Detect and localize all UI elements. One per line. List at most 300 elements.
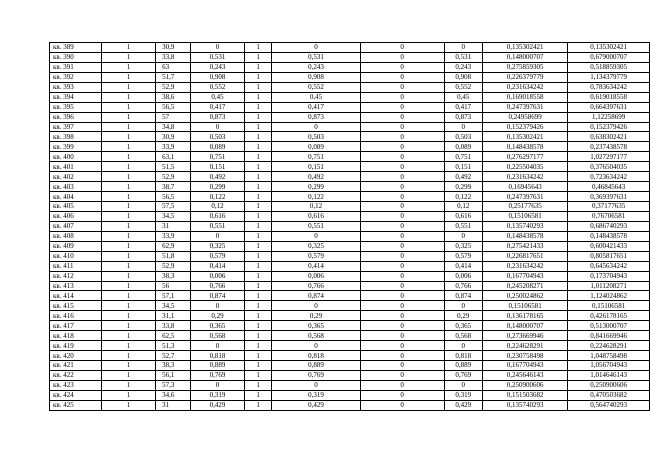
factor-cell: 1 — [245, 331, 272, 341]
value-cell: 0,568 — [190, 331, 244, 341]
factor-cell: 1 — [245, 221, 272, 231]
share-cell: 0,245646143 — [482, 370, 567, 380]
zero-cell: 0 — [360, 132, 444, 142]
sum-cell: 0,664397631 — [568, 102, 650, 112]
zero-cell: 0 — [360, 251, 444, 261]
area-cell: 33,9 — [156, 231, 191, 241]
share-cell: 0,15106581 — [482, 301, 567, 311]
share-cell: 0,169018558 — [482, 92, 567, 102]
product-cell: 0,531 — [272, 52, 360, 62]
apartment-cell: кв. 424 — [50, 390, 102, 400]
share-cell: 0,148438578 — [482, 142, 567, 152]
sum-cell: 0,783634242 — [568, 82, 650, 92]
value-cell: 0,319 — [190, 390, 244, 400]
zero-cell: 0 — [360, 370, 444, 380]
share-cell: 0,167704943 — [482, 361, 567, 371]
factor-cell: 1 — [245, 370, 272, 380]
sum-cell: 0,426178165 — [568, 311, 650, 321]
factor-cell: 1 — [245, 182, 272, 192]
product-cell: 0,616 — [272, 211, 360, 221]
apartment-cell: кв. 420 — [50, 351, 102, 361]
area-cell: 57 — [156, 112, 191, 122]
count-cell: 1 — [101, 211, 155, 221]
product-cell: 0,769 — [272, 370, 360, 380]
apartment-cell: кв. 411 — [50, 261, 102, 271]
factor-cell: 1 — [245, 162, 272, 172]
area-cell: 31 — [156, 400, 191, 410]
factor-cell: 1 — [245, 112, 272, 122]
sum-cell: 0,46845643 — [568, 182, 650, 192]
value-cell: 0,616 — [190, 211, 244, 221]
zero-cell: 0 — [360, 351, 444, 361]
apartment-cell: кв. 389 — [50, 43, 102, 53]
apartment-cell: кв. 397 — [50, 122, 102, 132]
area-cell: 33,8 — [156, 52, 191, 62]
total-cell: 0,319 — [444, 390, 482, 400]
sum-cell: 0,237438578 — [568, 142, 650, 152]
apartment-cell: кв. 390 — [50, 52, 102, 62]
area-cell: 51,5 — [156, 162, 191, 172]
count-cell: 1 — [101, 82, 155, 92]
sum-cell: 0,152379426 — [568, 122, 650, 132]
apartment-cell: кв. 406 — [50, 211, 102, 221]
zero-cell: 0 — [360, 152, 444, 162]
share-cell: 0,226817651 — [482, 251, 567, 261]
product-cell: 0,45 — [272, 92, 360, 102]
table-row — [50, 361, 650, 371]
zero-cell: 0 — [360, 102, 444, 112]
table-row — [50, 82, 650, 92]
product-cell: 0,503 — [272, 132, 360, 142]
count-cell: 1 — [101, 251, 155, 261]
value-cell: 0,531 — [190, 52, 244, 62]
sum-cell: 0,37177635 — [568, 202, 650, 212]
share-cell: 0,148438578 — [482, 231, 567, 241]
zero-cell: 0 — [360, 52, 444, 62]
total-cell: 0 — [444, 380, 482, 390]
share-cell: 0,250024862 — [482, 291, 567, 301]
value-cell: 0,429 — [190, 400, 244, 410]
factor-cell: 1 — [245, 231, 272, 241]
table-row — [50, 271, 650, 281]
table-row — [50, 221, 650, 231]
factor-cell: 1 — [245, 261, 272, 271]
count-cell: 1 — [101, 202, 155, 212]
area-cell: 63 — [156, 62, 191, 72]
share-cell: 0,250900606 — [482, 380, 567, 390]
value-cell: 0,325 — [190, 241, 244, 251]
share-cell: 0,225504035 — [482, 162, 567, 172]
apartment-cell: кв. 403 — [50, 182, 102, 192]
total-cell: 0,551 — [444, 221, 482, 231]
area-cell: 33,8 — [156, 321, 191, 331]
factor-cell: 1 — [245, 301, 272, 311]
area-cell: 52,9 — [156, 172, 191, 182]
product-cell: 0,299 — [272, 182, 360, 192]
value-cell: 0,151 — [190, 162, 244, 172]
product-cell: 0,818 — [272, 351, 360, 361]
total-cell: 0,429 — [444, 400, 482, 410]
factor-cell: 1 — [245, 390, 272, 400]
value-cell: 0,818 — [190, 351, 244, 361]
zero-cell: 0 — [360, 331, 444, 341]
zero-cell: 0 — [360, 311, 444, 321]
apartment-cell: кв. 416 — [50, 311, 102, 321]
apartment-cell: кв. 418 — [50, 331, 102, 341]
sum-cell: 1,124024862 — [568, 291, 650, 301]
share-cell: 0,276297177 — [482, 152, 567, 162]
zero-cell: 0 — [360, 281, 444, 291]
factor-cell: 1 — [245, 132, 272, 142]
count-cell: 1 — [101, 331, 155, 341]
product-cell: 0,766 — [272, 281, 360, 291]
count-cell: 1 — [101, 321, 155, 331]
sum-cell: 0,513000707 — [568, 321, 650, 331]
table-row — [50, 102, 650, 112]
zero-cell: 0 — [360, 321, 444, 331]
share-cell: 0,275859305 — [482, 62, 567, 72]
apartment-cell: кв. 414 — [50, 291, 102, 301]
area-cell: 63,1 — [156, 152, 191, 162]
area-cell: 38,3 — [156, 271, 191, 281]
area-cell: 52,9 — [156, 261, 191, 271]
table-row — [50, 321, 650, 331]
total-cell: 0,818 — [444, 351, 482, 361]
value-cell: 0,365 — [190, 321, 244, 331]
factor-cell: 1 — [245, 291, 272, 301]
count-cell: 1 — [101, 261, 155, 271]
table-row — [50, 400, 650, 410]
sum-cell: 1,027297177 — [568, 152, 650, 162]
apartment-cell: кв. 421 — [50, 361, 102, 371]
count-cell: 1 — [101, 390, 155, 400]
area-cell: 56,1 — [156, 370, 191, 380]
value-cell: 0 — [190, 380, 244, 390]
total-cell: 0 — [444, 231, 482, 241]
total-cell: 0,873 — [444, 112, 482, 122]
sum-cell: 0,369397631 — [568, 192, 650, 202]
zero-cell: 0 — [360, 400, 444, 410]
table-row — [50, 390, 650, 400]
total-cell: 0,908 — [444, 72, 482, 82]
apartment-cell: кв. 422 — [50, 370, 102, 380]
count-cell: 1 — [101, 102, 155, 112]
area-cell: 38,3 — [156, 361, 191, 371]
factor-cell: 1 — [245, 82, 272, 92]
value-cell: 0,908 — [190, 72, 244, 82]
product-cell: 0,151 — [272, 162, 360, 172]
value-cell: 0 — [190, 43, 244, 53]
count-cell: 1 — [101, 291, 155, 301]
table-row — [50, 311, 650, 321]
count-cell: 1 — [101, 152, 155, 162]
product-cell: 0 — [272, 43, 360, 53]
sum-cell: 0,645634242 — [568, 261, 650, 271]
sum-cell: 0,15106581 — [568, 301, 650, 311]
total-cell: 0,243 — [444, 62, 482, 72]
factor-cell: 1 — [245, 321, 272, 331]
factor-cell: 1 — [245, 122, 272, 132]
count-cell: 1 — [101, 122, 155, 132]
factor-cell: 1 — [245, 341, 272, 351]
value-cell: 0 — [190, 122, 244, 132]
sum-cell: 0,686740293 — [568, 221, 650, 231]
total-cell: 0,414 — [444, 261, 482, 271]
value-cell: 0,45 — [190, 92, 244, 102]
total-cell: 0,325 — [444, 241, 482, 251]
apartment-cell: кв. 408 — [50, 231, 102, 241]
share-cell: 0,247397631 — [482, 102, 567, 112]
sum-cell: 0,638302421 — [568, 132, 650, 142]
sum-cell: 0,224628291 — [568, 341, 650, 351]
zero-cell: 0 — [360, 271, 444, 281]
share-cell: 0,273669946 — [482, 331, 567, 341]
area-cell: 33,9 — [156, 142, 191, 152]
table-row — [50, 62, 650, 72]
count-cell: 1 — [101, 351, 155, 361]
total-cell: 0,006 — [444, 271, 482, 281]
value-cell: 0,089 — [190, 142, 244, 152]
table-row — [50, 231, 650, 241]
factor-cell: 1 — [245, 202, 272, 212]
product-cell: 0,429 — [272, 400, 360, 410]
count-cell: 1 — [101, 142, 155, 152]
value-cell: 0 — [190, 301, 244, 311]
count-cell: 1 — [101, 380, 155, 390]
share-cell: 0,224628291 — [482, 341, 567, 351]
zero-cell: 0 — [360, 341, 444, 351]
zero-cell: 0 — [360, 202, 444, 212]
area-cell: 56,5 — [156, 192, 191, 202]
product-cell: 0,889 — [272, 361, 360, 371]
apartment-cell: кв. 419 — [50, 341, 102, 351]
apartment-cell: кв. 423 — [50, 380, 102, 390]
total-cell: 0,503 — [444, 132, 482, 142]
apartment-cell: кв. 413 — [50, 281, 102, 291]
count-cell: 1 — [101, 192, 155, 202]
value-cell: 0,414 — [190, 261, 244, 271]
sum-cell: 0,619018558 — [568, 92, 650, 102]
factor-cell: 1 — [245, 241, 272, 251]
sum-cell: 0,148438578 — [568, 231, 650, 241]
value-cell: 0,769 — [190, 370, 244, 380]
area-cell: 34,5 — [156, 301, 191, 311]
area-cell: 51,3 — [156, 341, 191, 351]
value-cell: 0,492 — [190, 172, 244, 182]
apartment-cell: кв. 395 — [50, 102, 102, 112]
table-row — [50, 92, 650, 102]
share-cell: 0,247397631 — [482, 192, 567, 202]
product-cell: 0,319 — [272, 390, 360, 400]
count-cell: 1 — [101, 281, 155, 291]
apartment-cell: кв. 410 — [50, 251, 102, 261]
sum-cell: 0,841669946 — [568, 331, 650, 341]
factor-cell: 1 — [245, 172, 272, 182]
product-cell: 0,12 — [272, 202, 360, 212]
sum-cell: 1,048758498 — [568, 351, 650, 361]
share-cell: 0,231634242 — [482, 82, 567, 92]
share-cell: 0,230758498 — [482, 351, 567, 361]
zero-cell: 0 — [360, 261, 444, 271]
total-cell: 0,552 — [444, 82, 482, 92]
sum-cell: 0,173704943 — [568, 271, 650, 281]
product-cell: 0,365 — [272, 321, 360, 331]
factor-cell: 1 — [245, 271, 272, 281]
apartment-cell: кв. 409 — [50, 241, 102, 251]
count-cell: 1 — [101, 162, 155, 172]
share-cell: 0,16945643 — [482, 182, 567, 192]
value-cell: 0,006 — [190, 271, 244, 281]
sum-cell: 0,135302421 — [568, 43, 650, 53]
area-cell: 31 — [156, 221, 191, 231]
sum-cell: 0,376504035 — [568, 162, 650, 172]
table-row — [50, 211, 650, 221]
product-cell: 0,492 — [272, 172, 360, 182]
value-cell: 0,551 — [190, 221, 244, 231]
factor-cell: 1 — [245, 192, 272, 202]
sum-cell: 0,564740293 — [568, 400, 650, 410]
zero-cell: 0 — [360, 122, 444, 132]
area-cell: 62,9 — [156, 241, 191, 251]
factor-cell: 1 — [245, 72, 272, 82]
factor-cell: 1 — [245, 142, 272, 152]
sum-cell: 0,470503682 — [568, 390, 650, 400]
zero-cell: 0 — [360, 182, 444, 192]
product-cell: 0,908 — [272, 72, 360, 82]
count-cell: 1 — [101, 400, 155, 410]
total-cell: 0 — [444, 341, 482, 351]
zero-cell: 0 — [360, 380, 444, 390]
value-cell: 0,766 — [190, 281, 244, 291]
share-cell: 0,136178165 — [482, 311, 567, 321]
value-cell: 0 — [190, 231, 244, 241]
total-cell: 0,769 — [444, 370, 482, 380]
count-cell: 1 — [101, 112, 155, 122]
share-cell: 0,148000707 — [482, 321, 567, 331]
value-cell: 0,12 — [190, 202, 244, 212]
apartment-cell: кв. 393 — [50, 82, 102, 92]
product-cell: 0 — [272, 341, 360, 351]
factor-cell: 1 — [245, 92, 272, 102]
table-row — [50, 122, 650, 132]
count-cell: 1 — [101, 43, 155, 53]
total-cell: 0,568 — [444, 331, 482, 341]
table-row — [50, 192, 650, 202]
share-cell: 0,245208271 — [482, 281, 567, 291]
value-cell: 0,417 — [190, 102, 244, 112]
area-cell: 51,7 — [156, 72, 191, 82]
factor-cell: 1 — [245, 380, 272, 390]
count-cell: 1 — [101, 182, 155, 192]
product-cell: 0 — [272, 231, 360, 241]
apartment-cell: кв. 415 — [50, 301, 102, 311]
value-cell: 0,874 — [190, 291, 244, 301]
table-row — [50, 331, 650, 341]
product-cell: 0 — [272, 122, 360, 132]
count-cell: 1 — [101, 341, 155, 351]
table-row — [50, 241, 650, 251]
value-cell: 0,122 — [190, 192, 244, 202]
share-cell: 0,151503682 — [482, 390, 567, 400]
value-cell: 0,579 — [190, 251, 244, 261]
product-cell: 0,552 — [272, 82, 360, 92]
zero-cell: 0 — [360, 221, 444, 231]
sum-cell: 0,723634242 — [568, 172, 650, 182]
table-row — [50, 172, 650, 182]
value-cell: 0,243 — [190, 62, 244, 72]
sum-cell: 0,250900606 — [568, 380, 650, 390]
total-cell: 0,492 — [444, 172, 482, 182]
table-body — [50, 43, 650, 411]
table-row — [50, 370, 650, 380]
table-row — [50, 380, 650, 390]
table-row — [50, 142, 650, 152]
count-cell: 1 — [101, 52, 155, 62]
table-row — [50, 43, 650, 53]
total-cell: 0,151 — [444, 162, 482, 172]
product-cell: 0,325 — [272, 241, 360, 251]
table-row — [50, 72, 650, 82]
zero-cell: 0 — [360, 92, 444, 102]
sum-cell: 1,011208271 — [568, 281, 650, 291]
share-cell: 0,135740293 — [482, 400, 567, 410]
table-row — [50, 291, 650, 301]
zero-cell: 0 — [360, 301, 444, 311]
area-cell: 56 — [156, 281, 191, 291]
apartment-cell: кв. 412 — [50, 271, 102, 281]
zero-cell: 0 — [360, 172, 444, 182]
total-cell: 0,29 — [444, 311, 482, 321]
apartment-cell: кв. 394 — [50, 92, 102, 102]
area-cell: 62,5 — [156, 331, 191, 341]
factor-cell: 1 — [245, 400, 272, 410]
apartment-cell: кв. 396 — [50, 112, 102, 122]
product-cell: 0,29 — [272, 311, 360, 321]
count-cell: 1 — [101, 62, 155, 72]
value-cell: 0,552 — [190, 82, 244, 92]
share-cell: 0,24958699 — [482, 112, 567, 122]
share-cell: 0,135302421 — [482, 43, 567, 53]
apartment-cell: кв. 417 — [50, 321, 102, 331]
apartment-cell: кв. 392 — [50, 72, 102, 82]
table-row — [50, 281, 650, 291]
total-cell: 0,579 — [444, 251, 482, 261]
sum-cell: 0,76706581 — [568, 211, 650, 221]
apartment-cell: кв. 399 — [50, 142, 102, 152]
apartment-cell: кв. 400 — [50, 152, 102, 162]
count-cell: 1 — [101, 370, 155, 380]
share-cell: 0,25177635 — [482, 202, 567, 212]
product-cell: 0 — [272, 301, 360, 311]
table-row — [50, 132, 650, 142]
sum-cell: 1,12258699 — [568, 112, 650, 122]
area-cell: 52,7 — [156, 351, 191, 361]
share-cell: 0,135740293 — [482, 221, 567, 231]
total-cell: 0,12 — [444, 202, 482, 212]
table-row — [50, 52, 650, 62]
share-cell: 0,231634242 — [482, 172, 567, 182]
value-cell: 0,29 — [190, 311, 244, 321]
spreadsheet-page — [49, 42, 650, 411]
table-row — [50, 112, 650, 122]
factor-cell: 1 — [245, 211, 272, 221]
zero-cell: 0 — [360, 82, 444, 92]
product-cell: 0,874 — [272, 291, 360, 301]
total-cell: 0,417 — [444, 102, 482, 112]
area-cell: 31,1 — [156, 311, 191, 321]
table-row — [50, 162, 650, 172]
count-cell: 1 — [101, 301, 155, 311]
